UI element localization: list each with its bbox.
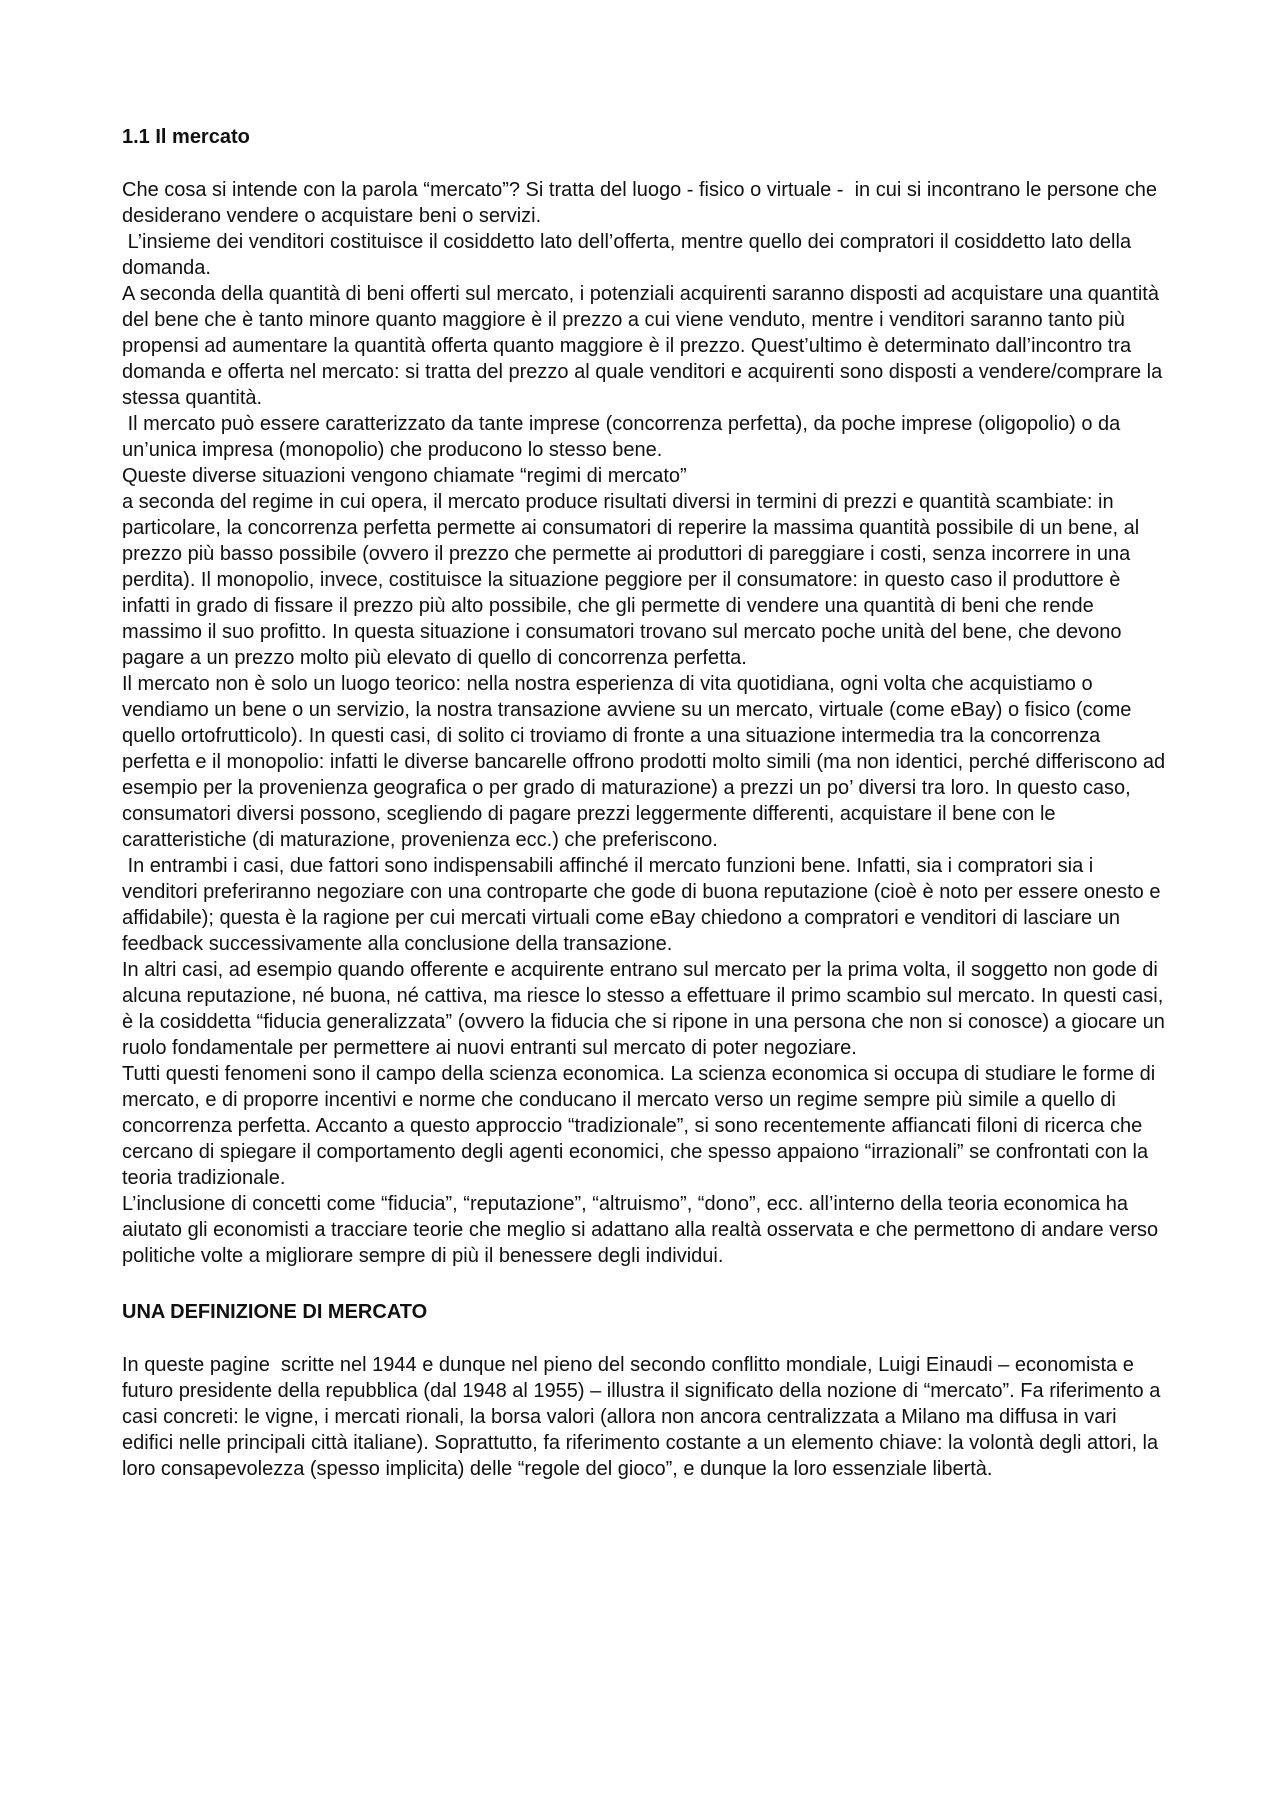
definition-heading: UNA DEFINIZIONE DI MERCATO — [122, 1301, 428, 1323]
paragraph-mercato-definition: Che cosa si intende con la parola “mercato”? Si tratta del luogo - fisico o virtuale - in cui si incontrano le persone che desiderano vendere o acquistare beni o servizi. — [122, 179, 1163, 227]
paragraph-regimi: Queste diverse situazioni vengono chiamate “regimi di mercato” — [122, 465, 687, 487]
paragraph-fiducia: In altri casi, ad esempio quando offerente e acquirente entrano sul mercato per la prima volta, il soggetto non gode di alcuna reputazione, né buona, né cattiva, ma riesce lo stesso a effettuare il primo scambio sul mercato. In questi casi, è la cosiddetta “fiducia generalizzata” (ovvero la fiducia che si ripone in una persona che non si conosce) a giocare un ruolo fondamentale per permettere ai nuovi entranti sul mercato di poter negoziare. — [122, 959, 1171, 1059]
paragraph-reputazione: In entrambi i casi, due fattori sono indispensabili affinché il mercato funzioni bene. Infatti, sia i compratori sia i venditori preferiranno negoziare con una controparte che gode di buona reputazione (cioè è noto per essere onesto e affidabile); questa è la ragione per cui mercati virtuali come eBay chiedono a compratori e venditori di lasciare un feedback successivamente alla conclusione della transazione. — [122, 855, 1167, 955]
paragraph-esperienza-quotidiana: Il mercato non è solo un luogo teorico: nella nostra esperienza di vita quotidiana, ogni volta che acquistiamo o vendiamo un bene o un servizio, la nostra transazione avviene su un mercato, virtuale (come eBay) o fisico (come quello ortofrutticolo). In questi casi, di solito ci troviamo di fronte a una situazione intermedia tra la concorrenza perfetta e il monopolio: infatti le diverse bancarelle offrono prodotti molto simili (ma non identici, perché differiscono ad esempio per la provenienza geografica o per grado di maturazione) a prezzi un po’ diversi tra loro. In questo caso, consumatori diversi possono, scegliendo di pagare prezzi leggermente differenti, acquistare il bene con le caratteristiche (di maturazione, provenienza ecc.) che preferiscono. — [122, 673, 1171, 851]
paragraph-prezzo: A seconda della quantità di beni offerti sul mercato, i potenziali acquirenti saranno disposti ad acquistare una quantità del bene che è tanto minore quanto maggiore è il prezzo a cui viene venduto, mentre i venditori saranno tanto più propensi ad aumentare la quantità offerta quanto maggiore è il prezzo. Quest’ultimo è determinato dall’incontro tra domanda e offerta nel mercato: si tratta del prezzo al quale venditori e acquirenti sono disposti a vendere/comprare la stessa quantità. — [122, 283, 1168, 409]
document-page — [122, 124, 1172, 1482]
paragraph-offerta-domanda: L’insieme dei venditori costituisce il cosiddetto lato dell’offerta, mentre quello dei compratori il cosiddetto lato della domanda. — [122, 231, 1137, 279]
paragraph-concorrenza-monopolio: a seconda del regime in cui opera, il mercato produce risultati diversi in termini di prezzi e quantità scambiate: in particolare, la concorrenza perfetta permette ai consumatori di reperire la massima quantità possibile di un bene, al prezzo più basso possibile (ovvero il prezzo che permette ai produttori di pareggiare i costi, senza incorrere in una perdita). Il monopolio, invece, costituisce la situazione peggiore per il consumatore: in questo caso il produttore è infatti in grado di fissare il prezzo più alto possibile, che gli permette di vendere una quantità di beni che rende massimo il suo profitto. In questa situazione i consumatori trovano sul mercato poche unità del bene, che devono pagare a un prezzo molto più elevato di quello di concorrenza perfetta. — [122, 491, 1145, 669]
paragraph-imprese: Il mercato può essere caratterizzato da tante imprese (concorrenza perfetta), da poche imprese (oligopolio) o da un’unica impresa (monopolio) che producono lo stesso bene. — [122, 413, 1126, 461]
section-title: 1.1 Il mercato — [122, 126, 250, 148]
paragraph-scienza-economica: Tutti questi fenomeni sono il campo della scienza economica. La scienza economica si occupa di studiare le forme di mercato, e di proporre incentivi e norme che conducano il mercato verso un regime sempre più simile a quello di concorrenza perfetta. Accanto a questo approccio “tradizionale”, si sono recentemente affiancati filoni di ricerca che cercano di spiegare il comportamento degli agenti economici, che spesso appaiono “irrazionali” se confrontati con la teoria tradizionale. — [122, 1063, 1161, 1189]
paragraph-inclusione-concetti: L’inclusione di concetti come “fiducia”, “reputazione”, “altruismo”, “dono”, ecc. all’interno della teoria economica ha aiutato gli economisti a tracciare teorie che meglio si adattano alla realtà osservata e che permettono di andare verso politiche volte a migliorare sempre di più il benessere degli individui. — [122, 1193, 1164, 1267]
paragraph-einaudi: In queste pagine scritte nel 1944 e dunque nel pieno del secondo conflitto mondiale, Luigi Einaudi – economista e futuro presidente della repubblica (dal 1948 al 1955) – illustra il significato della nozione di “mercato”. Fa riferimento a casi concreti: le vigne, i mercati rionali, la borsa valori (allora non ancora centralizzata a Milano ma diffusa in vari edifici nelle principali città italiane). Soprattutto, fa riferimento costante a un elemento chiave: la volontà degli attori, la loro consapevolezza (spesso implicita) delle “regole del gioco”, e dunque la loro essenziale libertà. — [122, 1354, 1166, 1480]
